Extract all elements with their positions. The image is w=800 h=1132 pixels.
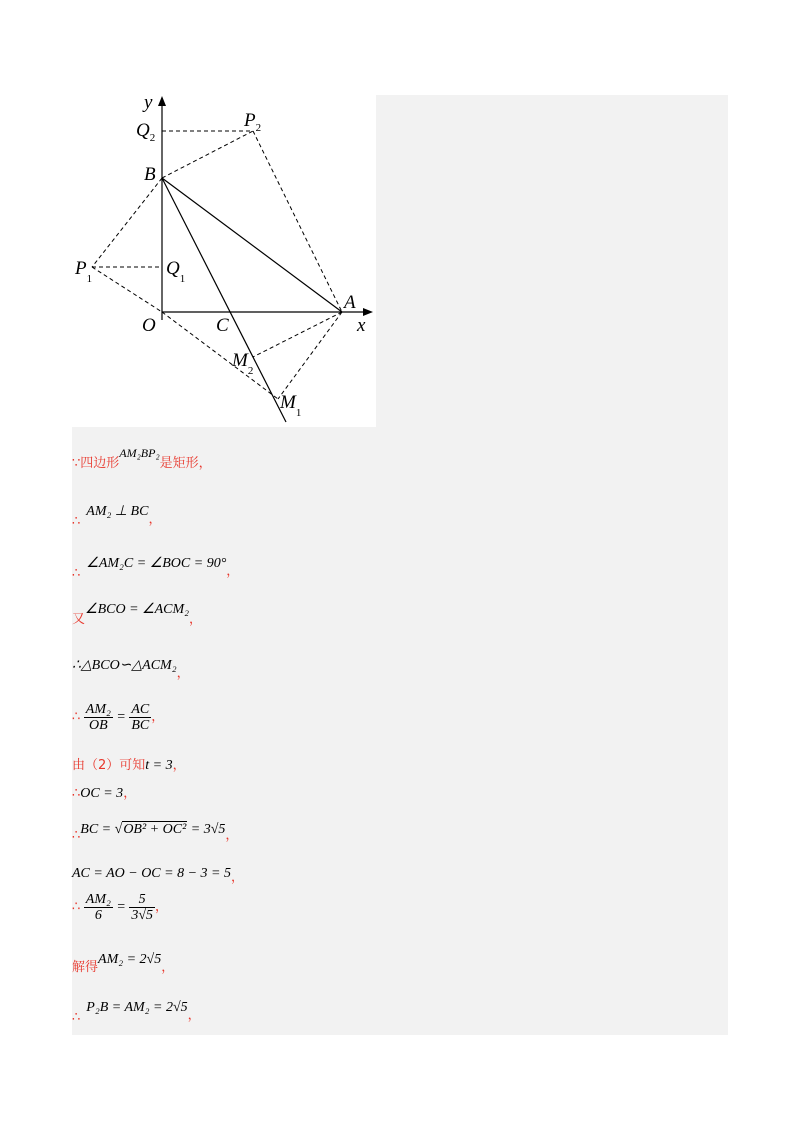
label-M2: $M_2$ <box>232 350 254 377</box>
label-A: A <box>344 292 356 313</box>
math: AM₂ ⊥ BC <box>86 504 149 519</box>
comma: ， <box>123 786 137 801</box>
y-axis-arrow <box>158 96 166 106</box>
comma: ， <box>187 1008 201 1023</box>
label-y: y <box>144 92 153 113</box>
math: BC = <box>80 822 115 837</box>
text: 由（2）可知 <box>72 758 146 773</box>
solution-line-11 <box>72 892 168 923</box>
therefore-symbol: ∴ <box>72 1010 81 1025</box>
solution-line-1 <box>72 446 212 472</box>
shaded-panel-right <box>376 95 728 427</box>
label-C: C <box>216 315 229 336</box>
equals: = <box>116 709 126 725</box>
therefore-symbol: ∴ <box>72 899 81 915</box>
therefore-symbol: ∴ <box>72 786 81 801</box>
comma: ， <box>172 758 186 773</box>
label-O: O <box>142 315 156 336</box>
label-M1: $M_1$ <box>280 392 302 419</box>
label-P1: $P_1$ <box>75 258 93 285</box>
solution-line-3 <box>72 552 240 581</box>
shaded-panel-bottom <box>72 427 728 1035</box>
label-x: x <box>357 315 366 336</box>
solution-line-2 <box>72 500 162 529</box>
math: AC = AO − OC = 8 − 3 = 5 <box>72 866 231 881</box>
solution-line-4 <box>72 602 202 628</box>
dash-AM1 <box>278 312 342 399</box>
text-tail: 是矩形， <box>159 456 212 471</box>
dash-BP2 <box>162 131 253 178</box>
math: ∴△BCO∽△ACM₂ <box>72 658 177 673</box>
comma: ， <box>151 709 165 725</box>
comma: ， <box>230 870 244 885</box>
math: P₂B = AM₂ = 2√5 <box>86 1000 188 1015</box>
therefore-symbol: ∴ <box>72 566 81 581</box>
comma: ， <box>188 612 202 627</box>
fraction-1: $\frac{\text{AM₂}}{OB}$ <box>85 702 111 733</box>
solution-line-6 <box>72 702 164 733</box>
comma: ， <box>161 960 175 975</box>
text: 又 <box>72 612 86 627</box>
label-B: B <box>144 164 156 185</box>
fraction-2: $\frac{5}{3√5}$ <box>131 892 154 923</box>
solution-line-10 <box>72 862 244 885</box>
segment-BA <box>162 178 342 312</box>
therefore-symbol: ∴ <box>72 709 81 725</box>
math: OC = 3 <box>80 786 124 801</box>
solution-line-12 <box>72 948 175 975</box>
geometry-diagram <box>72 90 377 430</box>
label-Q1: $Q_1$ <box>166 258 186 285</box>
dash-P2A <box>253 131 342 312</box>
solution-line-13 <box>72 996 201 1025</box>
math: AM₂BP₂ <box>119 446 160 460</box>
because-symbol: ∵ <box>72 456 81 471</box>
label-P2: $P_2$ <box>244 110 262 134</box>
dash-BP1 <box>92 178 162 267</box>
comma: ， <box>226 564 240 579</box>
dash-P1O <box>92 267 162 312</box>
label-Q2: $Q_2$ <box>136 120 156 144</box>
math-result: = 3√5 <box>187 822 226 837</box>
therefore-symbol: ∴ <box>72 828 81 843</box>
math: ∠AM₂C = ∠BOC = 90° <box>86 556 227 571</box>
fraction-2: $\frac{AC}{BC}$ <box>131 702 150 733</box>
line-BM1 <box>162 178 286 422</box>
text: 解得 <box>72 960 99 975</box>
comma: ， <box>148 512 162 527</box>
math: ∠BCO = ∠ACM₂ <box>85 602 189 617</box>
solution-line-9: ∴BC = √OB² + OC² = 3√5， <box>72 822 239 843</box>
comma: ， <box>176 666 190 681</box>
math: t = 3 <box>145 758 173 773</box>
solution-line-5 <box>72 654 190 681</box>
math: AM₂ = 2√5 <box>98 952 162 967</box>
solution-line-7 <box>72 754 186 774</box>
fraction-1: $\frac{\text{AM₂}}{6}$ <box>85 892 111 923</box>
dash-AM2 <box>253 312 342 357</box>
therefore-symbol: ∴ <box>72 514 81 529</box>
solution-line-8 <box>72 782 136 802</box>
equals: = <box>116 899 126 915</box>
sqrt-content: OB² + OC² <box>123 822 187 837</box>
comma: ， <box>225 828 239 843</box>
text: 四边形 <box>80 456 120 471</box>
comma: ， <box>155 899 169 915</box>
